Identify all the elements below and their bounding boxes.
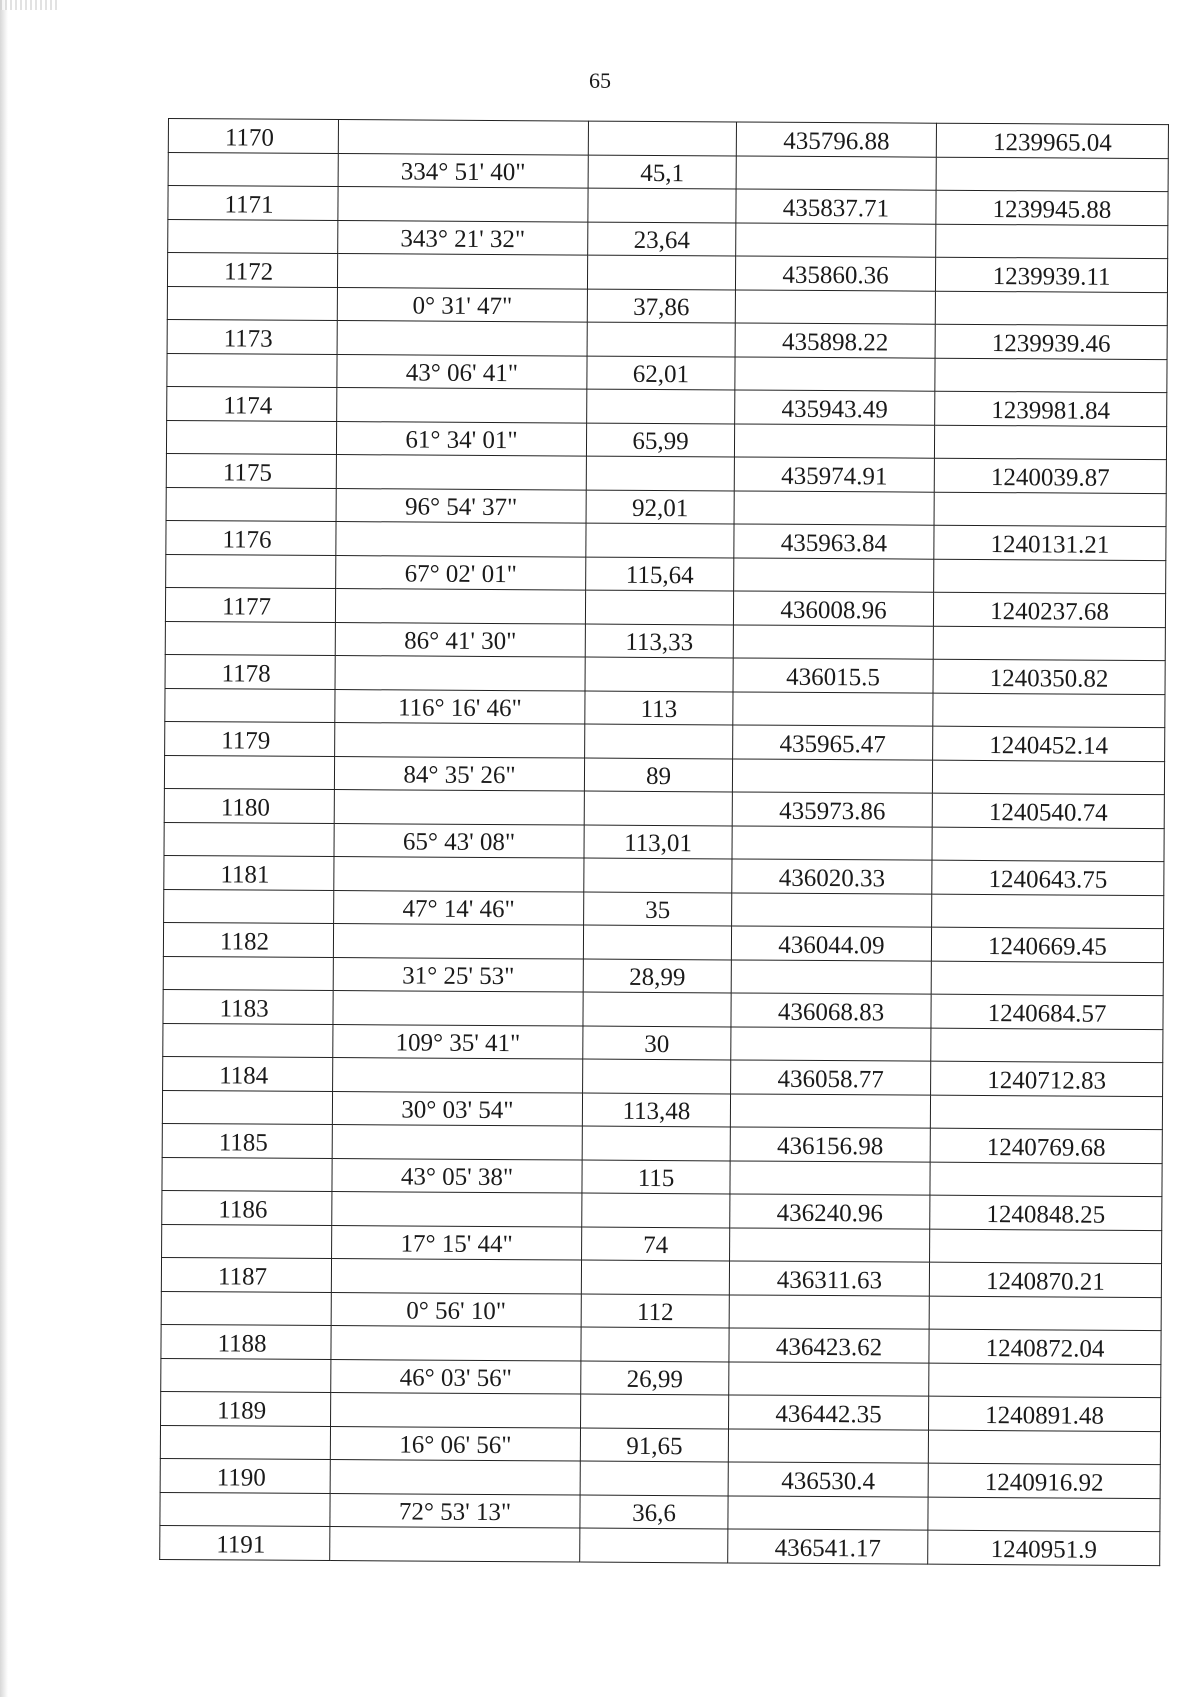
direction-angle-cell: 16° 06' 56" [330,1426,580,1461]
x-coordinate-cell: 435974.91 [734,457,934,492]
distance-cell: 115,64 [586,557,734,591]
scan-edge-artifact [0,0,8,1697]
direction-angle-cell [333,1058,583,1093]
direction-angle-cell [335,589,585,624]
point-number-cell: 1185 [162,1123,332,1158]
point-number-cell [164,889,334,924]
distance-cell: 113,33 [585,624,733,658]
direction-angle-cell [334,790,584,825]
direction-angle-cell: 84° 35' 26" [334,756,584,791]
point-number-cell [163,956,333,991]
x-coordinate-cell: 436423.62 [729,1328,929,1363]
y-coordinate-cell [931,1028,1163,1063]
direction-angle-cell: 72° 53' 13" [330,1493,580,1528]
x-coordinate-cell: 435860.36 [735,256,935,291]
y-coordinate-cell: 1240684.57 [931,994,1163,1029]
point-number-cell: 1174 [167,386,337,421]
distance-cell [586,523,734,557]
point-number-cell: 1173 [167,319,337,354]
y-coordinate-cell: 1240712.83 [931,1061,1163,1096]
x-coordinate-cell: 436044.09 [731,926,931,961]
distance-cell: 37,86 [587,289,735,323]
x-coordinate-cell [733,691,933,726]
point-number-cell [162,1090,332,1125]
x-coordinate-cell: 435898.22 [735,323,935,358]
y-coordinate-cell [929,1363,1161,1398]
direction-angle-cell: 43° 06' 41" [337,354,587,389]
direction-angle-cell [331,1326,581,1361]
direction-angle-cell [333,924,583,959]
distance-cell [582,1193,730,1227]
y-coordinate-cell: 1240452.14 [933,726,1165,761]
distance-cell [585,724,733,758]
direction-angle-cell: 343° 21' 32" [338,220,588,255]
distance-cell [583,1059,731,1093]
x-coordinate-cell: 436240.96 [730,1194,930,1229]
x-coordinate-cell: 436156.98 [730,1127,930,1162]
distance-cell [588,121,736,155]
distance-cell: 23,64 [588,222,736,256]
direction-angle-cell [332,1125,582,1160]
x-coordinate-cell [731,1026,931,1061]
y-coordinate-cell: 1240669.45 [931,927,1163,962]
y-coordinate-cell: 1240540.74 [932,793,1164,828]
distance-cell: 92,01 [586,490,734,524]
y-coordinate-cell: 1240039.87 [934,458,1166,493]
distance-cell: 36,6 [580,1495,728,1529]
distance-cell [587,255,735,289]
coordinates-table-body [160,119,1169,1566]
point-number-cell: 1188 [161,1324,331,1359]
direction-angle-cell [337,321,587,356]
direction-angle-cell [337,254,587,289]
x-coordinate-cell: 436015.5 [733,658,933,693]
distance-cell: 113 [585,691,733,725]
distance-cell [587,389,735,423]
y-coordinate-cell: 1240237.68 [933,592,1165,627]
direction-angle-cell [336,522,586,557]
distance-cell [587,322,735,356]
page-number: 65 [589,68,611,93]
y-coordinate-cell: 1240916.92 [928,1463,1160,1498]
direction-angle-cell: 17° 15' 44" [332,1225,582,1260]
point-number-cell [163,1023,333,1058]
point-number-cell: 1171 [168,186,338,221]
distance-cell: 28,99 [583,959,731,993]
scan-speck-artifact [0,0,60,10]
y-coordinate-cell [930,1229,1162,1264]
y-coordinate-cell: 1240872.04 [929,1329,1161,1364]
point-number-cell: 1180 [164,788,334,823]
y-coordinate-cell [933,693,1165,728]
distance-cell: 113,48 [582,1093,730,1127]
y-coordinate-cell: 1239981.84 [935,391,1167,426]
y-coordinate-cell [930,1162,1162,1197]
point-number-cell: 1176 [166,520,336,555]
point-number-cell: 1181 [164,855,334,890]
y-coordinate-cell [936,157,1168,192]
x-coordinate-cell: 435943.49 [735,390,935,425]
y-coordinate-cell [934,425,1166,460]
point-number-cell: 1183 [163,989,333,1024]
y-coordinate-cell [929,1296,1161,1331]
y-coordinate-cell [928,1430,1160,1465]
direction-angle-cell: 109° 35' 41" [333,1024,583,1059]
direction-angle-cell: 65° 43' 08" [334,823,584,858]
distance-cell [585,657,733,691]
point-number-cell [168,219,338,254]
y-coordinate-cell: 1240769.68 [930,1128,1162,1163]
y-coordinate-cell [935,291,1167,326]
x-coordinate-cell [731,959,931,994]
x-coordinate-cell [735,289,935,324]
x-coordinate-cell: 436008.96 [733,591,933,626]
x-coordinate-cell: 436311.63 [729,1261,929,1296]
x-coordinate-cell [734,423,934,458]
distance-cell: 62,01 [587,356,735,390]
y-coordinate-cell [928,1497,1160,1532]
y-coordinate-cell [935,358,1167,393]
point-number-cell: 1187 [161,1257,331,1292]
x-coordinate-cell: 436068.83 [731,993,931,1028]
x-coordinate-cell: 435796.88 [736,122,936,157]
point-number-cell [160,1492,330,1527]
point-number-cell [167,286,337,321]
distance-cell: 26,99 [581,1361,729,1395]
x-coordinate-cell: 435965.47 [733,725,933,760]
distance-cell: 45,1 [588,155,736,189]
direction-angle-cell: 96° 54' 37" [336,488,586,523]
point-number-cell [165,688,335,723]
x-coordinate-cell [729,1361,929,1396]
distance-cell: 91,65 [580,1428,728,1462]
direction-angle-cell: 43° 05' 38" [332,1158,582,1193]
point-number-cell [164,822,334,857]
y-coordinate-cell [931,961,1163,996]
y-coordinate-cell: 1239945.88 [936,190,1168,225]
direction-angle-cell: 47° 14' 46" [334,890,584,925]
x-coordinate-cell [736,155,936,190]
x-coordinate-cell: 436530.4 [728,1462,928,1497]
y-coordinate-cell [930,1095,1162,1130]
distance-cell [583,925,731,959]
y-coordinate-cell: 1239965.04 [936,123,1168,158]
x-coordinate-cell [735,356,935,391]
x-coordinate-cell [736,222,936,257]
point-number-cell [168,152,338,187]
point-number-cell: 1177 [165,587,335,622]
y-coordinate-cell: 1240350.82 [933,659,1165,694]
x-coordinate-cell [730,1227,930,1262]
y-coordinate-cell: 1240870.21 [929,1262,1161,1297]
coordinates-table [159,118,1169,1566]
distance-cell [580,1461,728,1495]
point-number-cell: 1191 [160,1525,330,1560]
direction-angle-cell [336,455,586,490]
point-number-cell [167,353,337,388]
y-coordinate-cell: 1239939.46 [935,324,1167,359]
x-coordinate-cell [732,892,932,927]
direction-angle-cell [334,857,584,892]
distance-cell: 113,01 [584,825,732,859]
distance-cell: 65,99 [586,423,734,457]
point-number-cell [166,487,336,522]
distance-cell [585,590,733,624]
point-number-cell: 1170 [168,119,338,154]
distance-cell [582,1126,730,1160]
x-coordinate-cell [730,1093,930,1128]
point-number-cell [164,755,334,790]
y-coordinate-cell: 1240643.75 [932,860,1164,895]
distance-cell [581,1327,729,1361]
point-number-cell [165,621,335,656]
point-number-cell [161,1358,331,1393]
point-number-cell: 1175 [166,453,336,488]
point-number-cell: 1172 [167,253,337,288]
point-number-cell: 1178 [165,654,335,689]
direction-angle-cell [331,1259,581,1294]
x-coordinate-cell [734,557,934,592]
point-number-cell [161,1291,331,1326]
distance-cell [580,1528,728,1562]
distance-cell [584,791,732,825]
direction-angle-cell [335,723,585,758]
distance-cell [581,1394,729,1428]
direction-angle-cell [332,1192,582,1227]
direction-angle-cell: 67° 02' 01" [336,555,586,590]
direction-angle-cell: 0° 31' 47" [337,287,587,322]
distance-cell: 89 [584,758,732,792]
x-coordinate-cell: 436541.17 [728,1529,928,1564]
x-coordinate-cell [732,825,932,860]
x-coordinate-cell [734,490,934,525]
x-coordinate-cell [729,1294,929,1329]
distance-cell: 74 [582,1227,730,1261]
x-coordinate-cell: 436020.33 [732,859,932,894]
y-coordinate-cell: 1239939.11 [935,257,1167,292]
point-number-cell: 1189 [161,1391,331,1426]
direction-angle-cell [338,187,588,222]
point-number-cell [160,1425,330,1460]
y-coordinate-cell [932,760,1164,795]
direction-angle-cell: 31° 25' 53" [333,957,583,992]
x-coordinate-cell [732,758,932,793]
distance-cell [583,992,731,1026]
direction-angle-cell: 334° 51' 40" [338,153,588,188]
direction-angle-cell: 0° 56' 10" [331,1292,581,1327]
distance-cell [588,188,736,222]
y-coordinate-cell: 1240891.48 [929,1396,1161,1431]
point-number-cell [166,420,336,455]
y-coordinate-cell [936,224,1168,259]
y-coordinate-cell [932,827,1164,862]
point-number-cell: 1190 [160,1458,330,1493]
point-row [160,1525,1160,1565]
distance-cell: 30 [583,1026,731,1060]
direction-angle-cell [331,1393,581,1428]
y-coordinate-cell [933,626,1165,661]
distance-cell: 112 [581,1294,729,1328]
point-number-cell [162,1224,332,1259]
direction-angle-cell: 116° 16' 46" [335,689,585,724]
y-coordinate-cell: 1240848.25 [930,1195,1162,1230]
point-number-cell [166,554,336,589]
direction-angle-cell [335,656,585,691]
y-coordinate-cell [934,492,1166,527]
direction-angle-cell: 86° 41' 30" [335,622,585,657]
y-coordinate-cell [932,894,1164,929]
x-coordinate-cell [733,624,933,659]
x-coordinate-cell: 436442.35 [729,1395,929,1430]
x-coordinate-cell [728,1495,928,1530]
point-number-cell [162,1157,332,1192]
x-coordinate-cell [730,1160,930,1195]
x-coordinate-cell: 435963.84 [734,524,934,559]
direction-angle-cell: 30° 03' 54" [332,1091,582,1126]
distance-cell [584,858,732,892]
point-number-cell: 1182 [163,922,333,957]
direction-angle-cell [333,991,583,1026]
direction-angle-cell [337,388,587,423]
y-coordinate-cell: 1240131.21 [934,525,1166,560]
direction-angle-cell [338,120,588,155]
direction-angle-cell: 46° 03' 56" [331,1359,581,1394]
x-coordinate-cell: 436058.77 [731,1060,931,1095]
distance-cell [586,456,734,490]
x-coordinate-cell [728,1428,928,1463]
point-number-cell: 1186 [162,1190,332,1225]
x-coordinate-cell: 435837.71 [736,189,936,224]
point-number-cell: 1184 [163,1056,333,1091]
direction-angle-cell [330,1527,580,1562]
distance-cell [581,1260,729,1294]
direction-angle-cell: 61° 34' 01" [336,421,586,456]
y-coordinate-cell [934,559,1166,594]
point-number-cell: 1179 [165,721,335,756]
x-coordinate-cell: 435973.86 [732,792,932,827]
y-coordinate-cell: 1240951.9 [928,1530,1160,1565]
direction-angle-cell [330,1460,580,1495]
distance-cell: 115 [582,1160,730,1194]
distance-cell: 35 [584,892,732,926]
